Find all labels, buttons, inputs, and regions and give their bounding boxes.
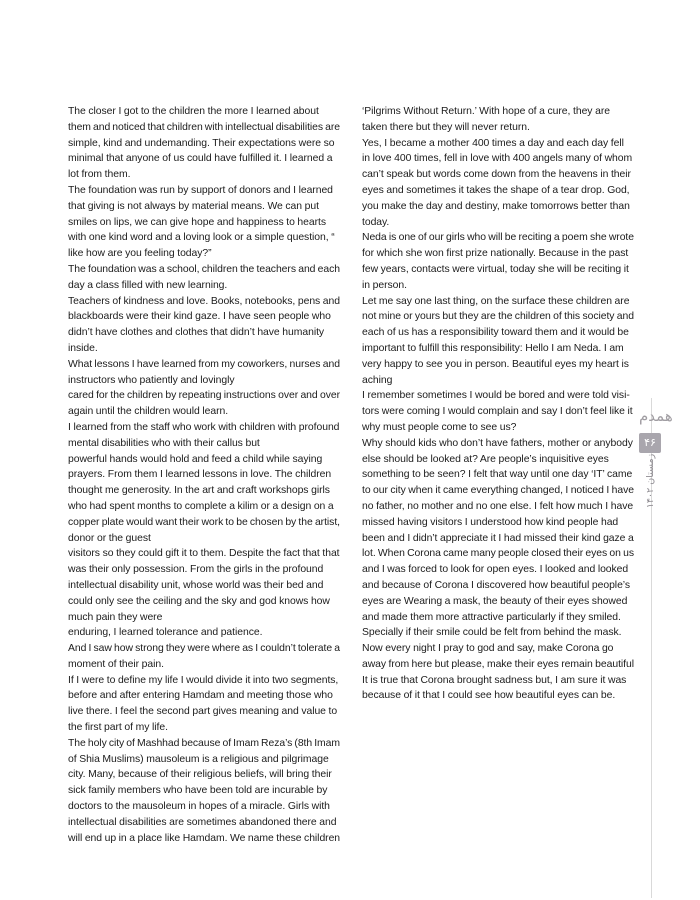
text-line: that giving is not always by material means. We can put	[68, 200, 319, 212]
right-column	[362, 104, 634, 704]
text-line: why must people come to see us?	[362, 421, 517, 433]
text-line: enduring, I learned tolerance and patience.	[68, 627, 263, 639]
text-line: each of us has a responsibility toward them and it would be	[362, 327, 629, 339]
text-line: Teachers of kindness and love. Books, notebooks, pens and	[68, 295, 340, 307]
text-line: thought me generosity. In the art and craft workshops girls	[68, 485, 330, 497]
paragraph	[362, 104, 634, 136]
paragraph	[68, 641, 340, 673]
text-line: The foundation was run by support of donors and I learned	[68, 184, 333, 196]
text-line: eyes are Wearing a mask, the beauty of their eyes showed	[362, 595, 628, 607]
text-line: blackboards were their kind gaze. I have seen people who	[68, 311, 331, 323]
text-line: lot. When Corona came many people closed their eyes on us	[362, 548, 634, 560]
text-line: doctors to the mausoleum in hopes of a miracle. Girls with	[68, 801, 330, 813]
text-line: visitors so they could gift it to them. Despite the fact that that	[68, 548, 340, 560]
text-line: very happy to see you in person. Beautiful eyes my heart is	[362, 358, 629, 370]
text-line: Why should kids who don’t have fathers, mother or anybody	[362, 437, 633, 449]
text-line: in person.	[362, 279, 407, 291]
text-line: for which she won first prize nationally. Because in the past	[362, 248, 629, 260]
paragraph	[68, 673, 340, 736]
text-line: of Shia Muslims) mausoleum is a religious and pilgrimage	[68, 753, 329, 765]
paragraph	[68, 625, 340, 641]
text-line: taken there but they will never return.	[362, 121, 530, 133]
issue-label: زمستان ۱۴۰۲	[645, 453, 656, 509]
text-line: donor or the guest	[68, 532, 151, 544]
text-line: and because of Corona I discovered how beautiful people’s	[362, 579, 631, 591]
text-line: them and noticed that children with intellectual disabilities are	[68, 121, 340, 133]
text-line: live there. I feel the second part gives meaning and value to	[68, 706, 338, 718]
text-line: inside.	[68, 342, 98, 354]
paragraph	[68, 420, 340, 452]
text-line: today.	[362, 216, 390, 228]
paragraph	[68, 183, 340, 262]
text-line: tors were coming I would complain and say I don’t feel like it	[362, 406, 633, 418]
paragraph	[68, 452, 340, 547]
text-line: again until the children would learn.	[68, 406, 229, 418]
text-line: Now every night I pray to god and say, make Corona go	[362, 643, 614, 655]
text-line: instructors who patiently and lovingly	[68, 374, 235, 386]
text-line: lot from them.	[68, 169, 131, 181]
text-line: I learned from the staff who work with children with profound	[68, 421, 340, 433]
text-line: didn’t have clothes and clothes that didn’t have humanity	[68, 327, 325, 339]
text-line: smiles on lips, we can give hope and happiness to hearts	[68, 216, 327, 228]
paragraph	[68, 262, 340, 294]
text-line: aching	[362, 374, 393, 386]
text-line: If I were to define my life I would divide it into two segments,	[68, 674, 339, 686]
text-line: and I was forced to look for open eyes. I looked and looked	[362, 564, 629, 576]
page-number: ۴۶	[639, 433, 661, 453]
text-line: before and after entering Hamdam and meeting those who	[68, 690, 333, 702]
text-line: missed having visitors I understood how kind people had	[362, 516, 619, 528]
text-line: could only see the ceiling and the sky and god knows how	[68, 595, 330, 607]
paragraph	[68, 104, 340, 183]
text-line: I remember sometimes I would be bored and were told visi-	[362, 390, 630, 402]
text-line: like how are you feeling today?”	[68, 248, 212, 260]
text-line: much pain they were	[68, 611, 163, 623]
text-line: because of it that I could see how beautiful eyes can be.	[362, 690, 616, 702]
text-line: few years, contacts were virtual, today she will be reciting it	[362, 263, 629, 275]
text-line: no father, no mother and no one else. I felt how much I have	[362, 500, 634, 512]
paragraph	[362, 294, 634, 389]
text-line: mental disabilities who with their callus but	[68, 437, 260, 449]
text-line: day a class filled with new learning.	[68, 279, 228, 291]
text-line: Let me say one last thing, on the surface these children are	[362, 295, 630, 307]
paragraph	[362, 136, 634, 231]
text-line: and made them more attractive particularly if they smiled.	[362, 611, 621, 623]
text-line: ‘Pilgrims Without Return.’ With hope of a cure, they are	[362, 106, 610, 117]
text-line: city. Many, because of their religious beliefs, will bring their	[68, 769, 332, 781]
text-line: And I saw how strong they were where as I couldn’t tolerate a	[68, 643, 340, 655]
magazine-logo: همدم	[639, 407, 673, 425]
text-line: Yes, I became a mother 400 times a day and each day fell	[362, 137, 624, 149]
paragraph	[68, 294, 340, 357]
text-line: Specially if their smile could be felt from behind the mask.	[362, 627, 622, 639]
text-line: important to fulfill this responsibility: Hello I am Neda. I am	[362, 342, 624, 354]
text-line: was their only possession. From the girls in the profound	[68, 564, 324, 576]
text-line: in love 400 times, fell in love with 400 angels many of whom	[362, 153, 633, 165]
text-line: with one kind word and a loving look or a simple question, “	[68, 232, 335, 244]
paragraph	[68, 357, 340, 389]
text-line: can’t speak but words come down from the heavens in their	[362, 169, 631, 181]
text-line: copper plate would want their work to be chosen by the artist,	[68, 516, 340, 528]
text-line: who had spent months to complete a kilim or a design on a	[68, 500, 334, 512]
text-line: moment of their pain.	[68, 658, 164, 670]
text-line: prayers. From them I learned lessons in love. The children	[68, 469, 332, 481]
text-line: minimal that anyone of us could have fulfilled it. I learned a	[68, 153, 333, 165]
paragraph	[362, 230, 634, 293]
paragraph	[362, 388, 634, 435]
text-line: simple, kind and undemanding. Their expectations were so	[68, 137, 335, 149]
text-line: The holy city of Mashhad because of Imam Reza’s (8th Imam	[68, 737, 340, 749]
paragraph	[68, 546, 340, 625]
text-line: to our city when it came everything changed, I noticed I have	[362, 485, 634, 497]
text-line: intellectual disabilities are sometimes abandoned there and	[68, 816, 337, 828]
text-line: Neda is one of our girls who will be reciting a poem she wrote	[362, 232, 634, 244]
text-line: something to be seen? I felt that way until one day ‘IT’ came	[362, 469, 633, 481]
text-line: What lessons I have learned from my coworkers, nurses and	[68, 358, 340, 370]
text-line: powerful hands would hold and feed a child while saying	[68, 453, 323, 465]
text-line: away from here but please, make their eyes remain beautiful	[362, 658, 634, 670]
paragraph	[68, 388, 340, 420]
text-line: eyes and sometimes it takes the shape of a tear drop. God,	[362, 184, 630, 196]
text-line: will end up in a place like Hamdam. We name these children	[68, 832, 341, 844]
text-line: you make the day and destiny, make tomorrows better than	[362, 200, 630, 212]
text-line: been and I didn’t appreciate it I had missed their kind gaze a	[362, 532, 634, 544]
text-line: cared for the children by repeating instructions over and over	[68, 390, 340, 402]
text-line: the first part of my life.	[68, 722, 168, 734]
text-line: else should be looked at? Are people’s inquisitive eyes	[362, 453, 609, 465]
text-line: sick family members who have been told are incurable by	[68, 785, 328, 797]
text-line: intellectual disability unit, whose world was their bed and	[68, 579, 324, 591]
left-column	[68, 104, 340, 846]
paragraph	[68, 736, 340, 847]
paragraph	[362, 436, 634, 705]
text-line: not mine or yours but they are the children of this society and	[362, 311, 634, 323]
text-line: The closer I got to the children the more I learned about	[68, 106, 319, 117]
text-line: The foundation was a school, children the teachers and each	[68, 263, 340, 275]
text-line: It is true that Corona brought sadness but, I am sure it was	[362, 674, 627, 686]
